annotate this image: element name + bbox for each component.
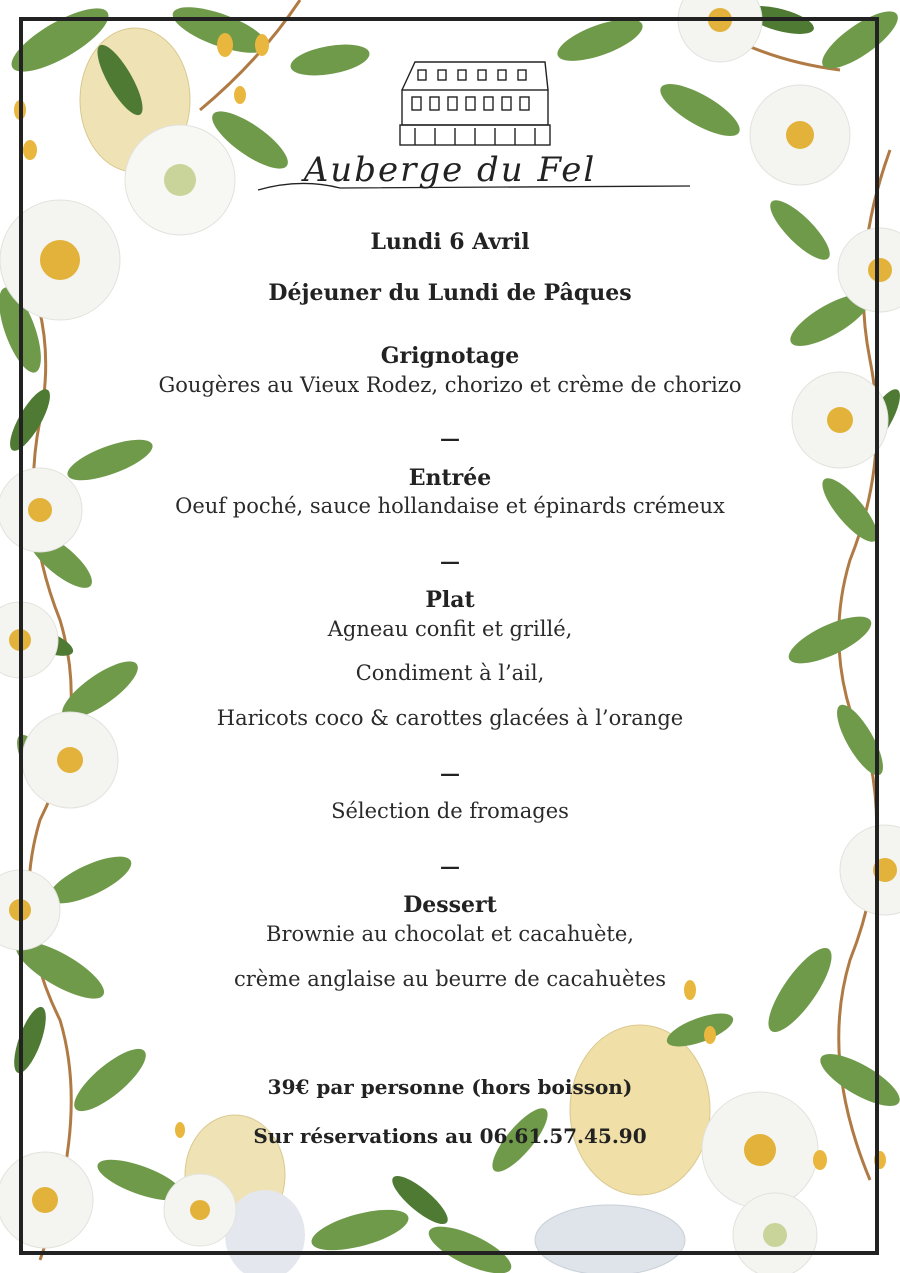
menu-date: Lundi 6 Avril — [370, 229, 530, 255]
separator: — — [440, 549, 460, 573]
separator: — — [440, 854, 460, 878]
separator: — — [440, 761, 460, 785]
menu-item: Sélection de fromages — [331, 799, 569, 823]
section-heading-plat: Plat — [425, 587, 475, 613]
building-sketch-icon — [400, 62, 550, 145]
section-heading-grignotage: Grignotage — [380, 343, 520, 369]
menu-item: Oeuf poché, sauce hollandaise et épinards crémeux — [175, 494, 725, 518]
menu-item: Brownie au chocolat et cacahuète, — [266, 922, 634, 946]
price-info: 39€ par personne (hors boisson) — [267, 1075, 633, 1099]
section-heading-dessert: Dessert — [403, 892, 497, 918]
logo-text: Auberge du Fel — [303, 150, 597, 190]
menu-item: crème anglaise au beurre de cacahuètes — [233, 967, 667, 991]
menu-title: Déjeuner du Lundi de Pâques — [268, 280, 632, 306]
section-heading-entree: Entrée — [408, 465, 492, 491]
separator: — — [440, 426, 460, 450]
menu-item: Haricots coco & carottes glacées à l’orange — [216, 706, 684, 730]
reservation-info: Sur réservations au 06.61.57.45.90 — [253, 1124, 647, 1148]
menu-item: Gougères au Vieux Rodez, chorizo et crème de chorizo — [158, 373, 742, 397]
menu-item: Agneau confit et grillé, — [327, 617, 573, 641]
menu-item: Condiment à l’ail, — [355, 661, 545, 685]
